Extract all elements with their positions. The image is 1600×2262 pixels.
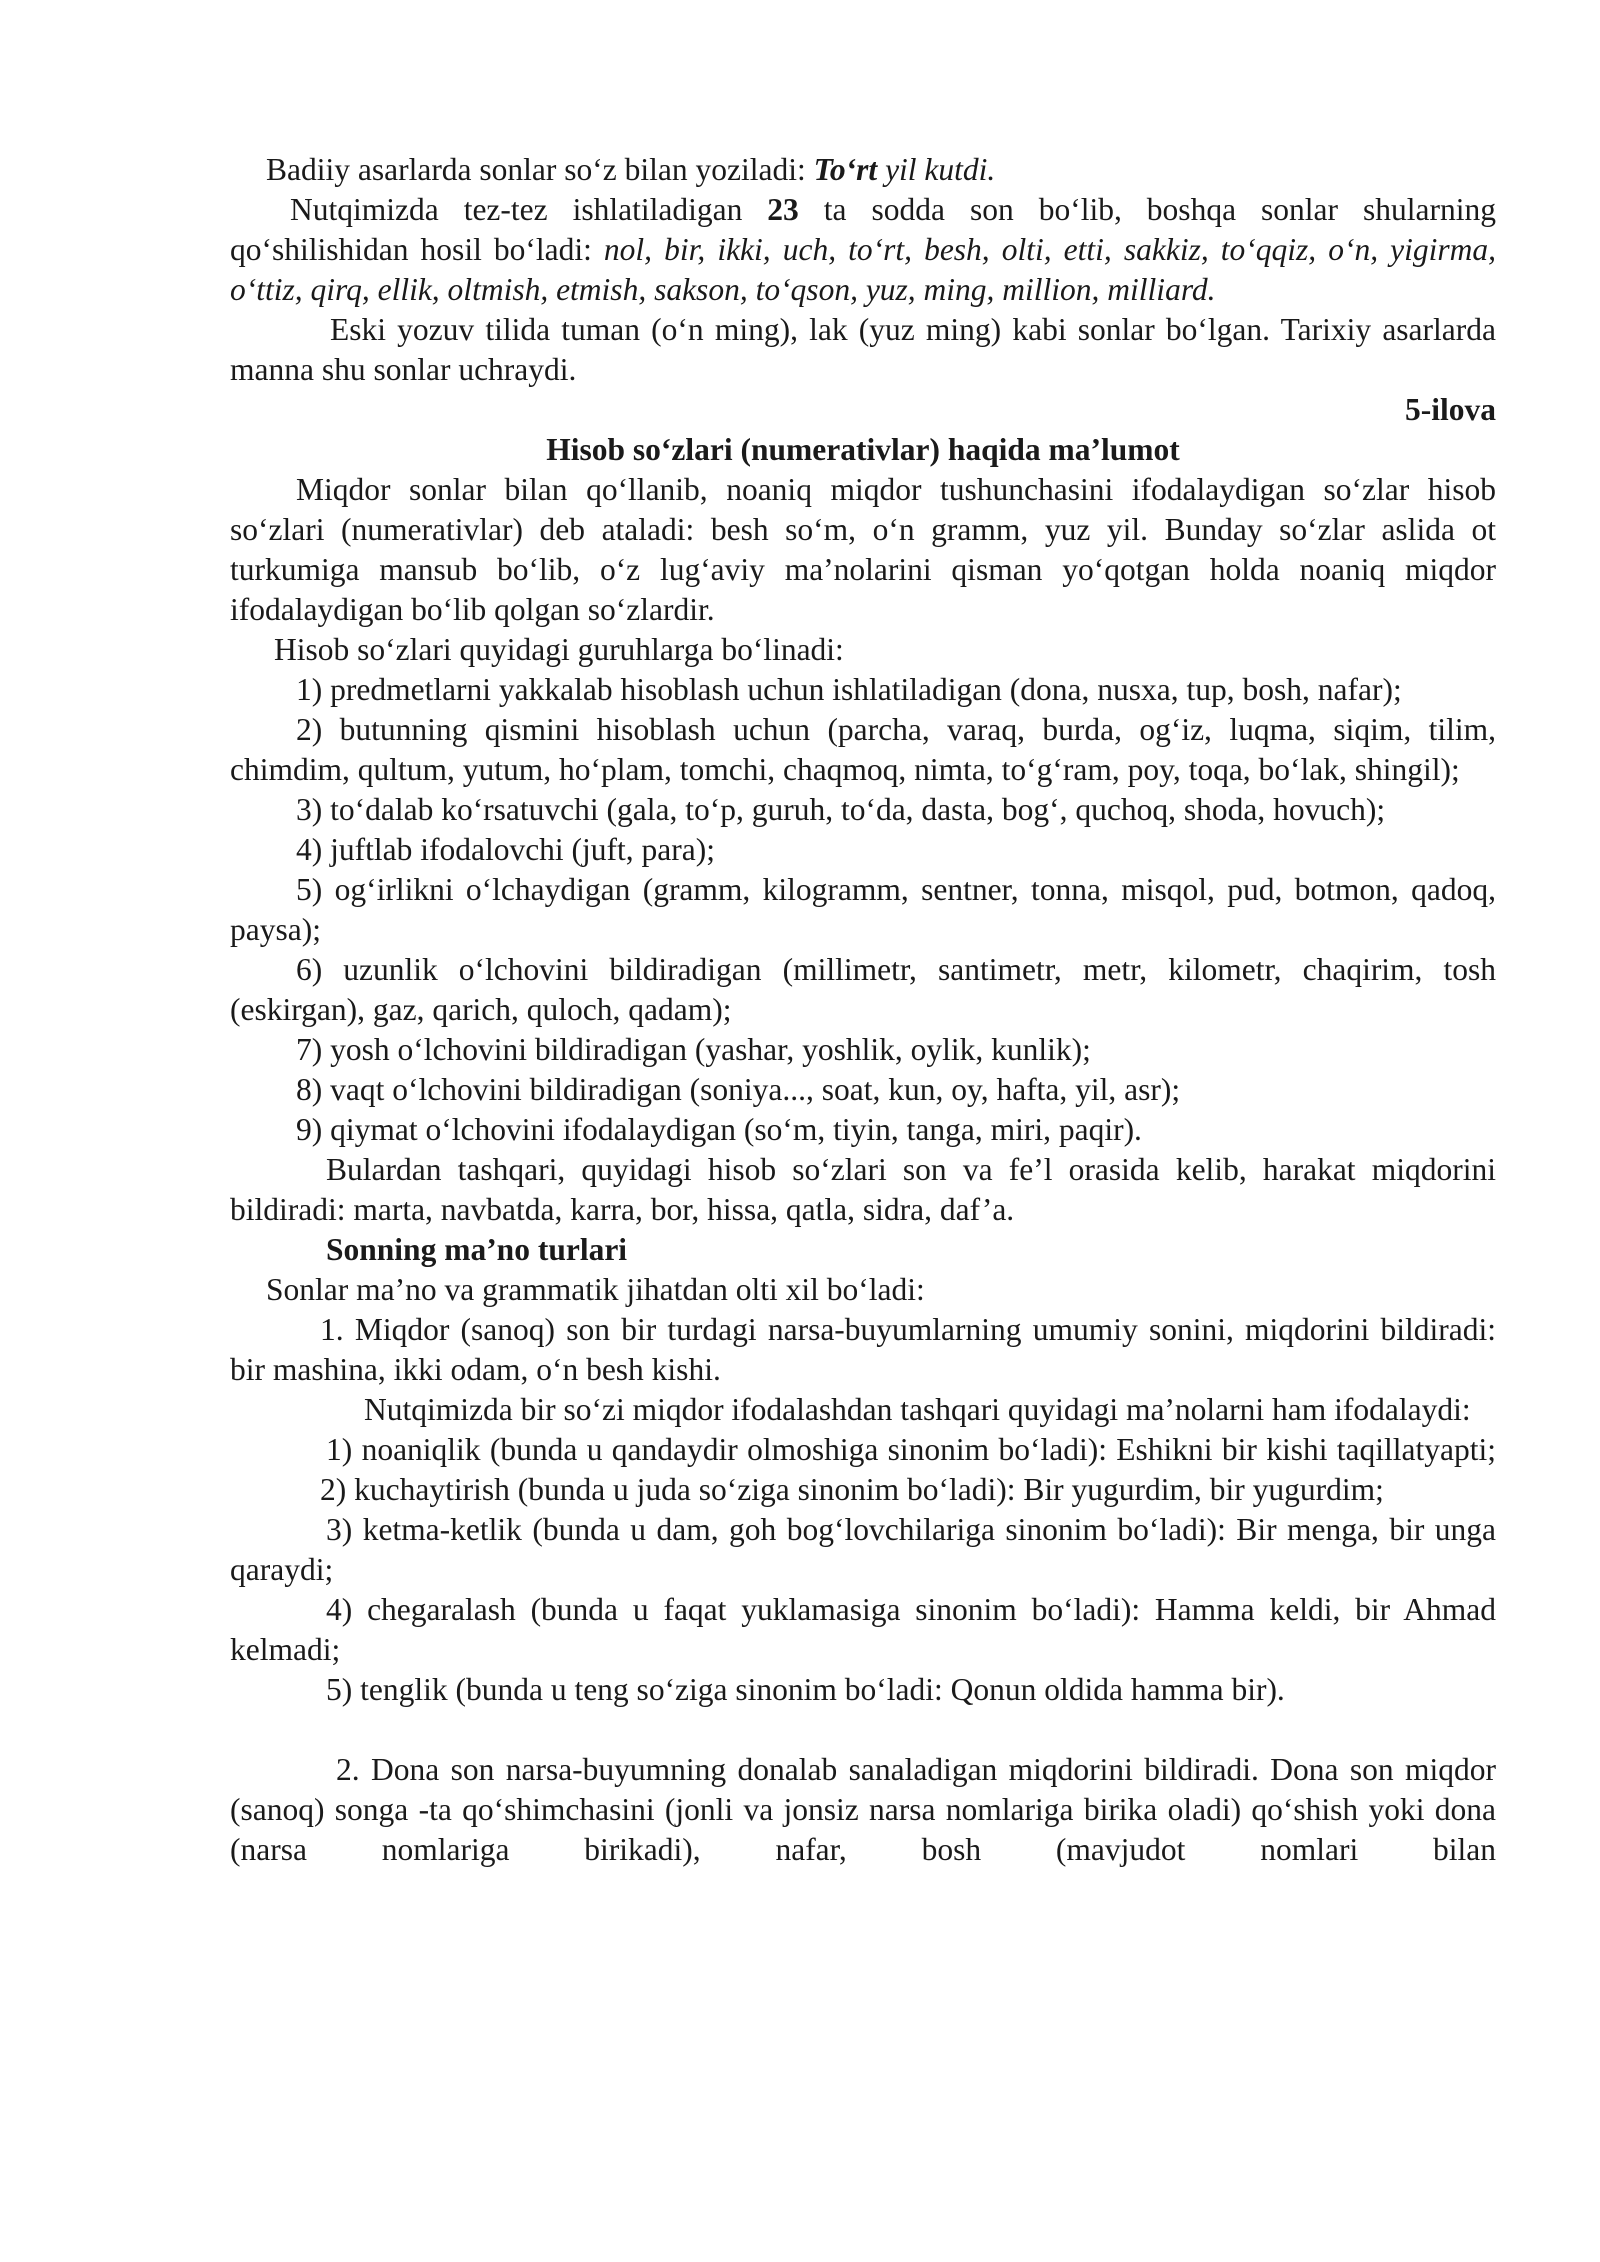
paragraph-six-types: Sonlar ma’no va grammatik jihatdan olti xil bo‘ladi: <box>266 1272 925 1307</box>
group-item: 7) yosh o‘lchovini bildiradigan (yashar, yoshlik, oylik, kunlik); <box>296 1032 1091 1067</box>
meaning-item-2: 2) kuchaytirish (bunda u juda so‘ziga sinonim bo‘ladi): Bir yugurdim, bir yugurdim; <box>320 1472 1384 1507</box>
paragraph-simple-numbers <box>230 190 1496 310</box>
paragraph-unit-number: 2. Dona son narsa-buyumning donalab sanaladigan miqdorini bildiradi. Dona son miqdor (sanoq) songa -ta qo‘shimchasini (jonli va jonsiz narsa nomlariga birika oladi) qo‘shish yoki dona (narsa nomlariga birikadi), nafar, bosh (mavjudot nomlari bilan <box>230 1752 1496 1867</box>
text: Badiiy asarlarda sonlar so‘z bilan yoziladi: <box>266 152 814 187</box>
heading-numeratives: Hisob so‘zlari (numerativlar) haqida ma’lumot <box>546 432 1180 467</box>
paragraph-groups-intro: Hisob so‘zlari quyidagi guruhlarga bo‘linadi: <box>274 632 844 667</box>
example-italic: yil kutdi. <box>877 152 996 187</box>
heading-meaning-types: Sonning ma’no turlari <box>326 1232 628 1267</box>
paragraph-bir-meanings: Nutqimizda bir so‘zi miqdor ifodalashdan tashqari quyidagi ma’nolarni ham ifodalaydi: <box>364 1392 1471 1427</box>
paragraph-old-script: Eski yozuv tilida tuman (o‘n ming), lak (yuz ming) kabi sonlar bo‘lgan. Tarixiy asarlarda manna shu sonlar uchraydi. <box>230 312 1496 387</box>
paragraph-quantity-number: 1. Miqdor (sanoq) son bir turdagi narsa-buyumlarning umumiy sonini, miqdorini bildiradi: bir mashina, ikki odam, o‘n besh kishi. <box>230 1312 1496 1387</box>
meaning-item-1: 1) noaniqlik (bunda u qandaydir olmoshiga sinonim bo‘ladi): Eshikni bir kishi taqillatyapti; <box>326 1432 1496 1467</box>
meaning-item <box>230 1430 1496 1510</box>
group-item: 8) vaqt o‘lchovini bildiradigan (soniya..., soat, kun, oy, hafta, yil, asr); <box>296 1072 1181 1107</box>
text: Nutqimizda tez-tez ishlatiladigan <box>290 192 768 227</box>
group-item: 5) og‘irlikni o‘lchaydigan (gramm, kilogramm, sentner, tonna, misqol, pud, botmon, qadoq, paysa); <box>230 872 1496 947</box>
group-item: 9) qiymat o‘lchovini ifodalaydigan (so‘m, tiyin, tanga, miri, paqir). <box>296 1112 1142 1147</box>
document-page <box>230 150 1496 1870</box>
paragraph-action-count: Bulardan tashqari, quyidagi hisob so‘zlari son va fe’l orasida kelib, harakat miqdorini bildiradi: marta, navbatda, karra, bor, hissa, qatla, sidra, daf’a. <box>230 1152 1496 1227</box>
group-item: 1) predmetlarni yakkalab hisoblash uchun ishlatiladigan (dona, nusxa, tup, bosh, nafar); <box>296 672 1402 707</box>
number-list: nol, bir, ikki, uch, to‘rt, besh, olti, etti, sakkiz, to‘qqiz, o‘n, yigirma, o‘ttiz, qirq, ellik, oltmish, etmish, sakson, to‘qson, yuz, ming, million, milliard. <box>230 232 1496 307</box>
count-bold: 23 <box>767 192 799 227</box>
paragraph-intro <box>230 150 1496 190</box>
paragraph-numeratives: Miqdor sonlar bilan qo‘llanib, noaniq miqdor tushunchasini ifodalaydigan so‘zlar hisob so‘zlari (numerativlar) deb ataladi: besh so‘m, o‘n gramm, yuz yil. Bunday so‘zlar aslida ot turkumiga mansub bo‘lib, o‘z lug‘aviy ma’nolarini qisman yo‘qotgan holda noaniq miqdor ifodalaydigan bo‘lib qolgan so‘zlardir. <box>230 472 1496 627</box>
group-item: 4) juftlab ifodalovchi (juft, para); <box>296 832 715 867</box>
group-item: 2) butunning qismini hisoblash uchun (parcha, varaq, burda, og‘iz, luqma, siqim, tilim, chimdim, qultum, yutum, ho‘plam, tomchi, chaqmoq, nimta, to‘g‘ram, poy, toqa, bo‘lak, shingil); <box>230 712 1496 787</box>
group-item: 3) to‘dalab ko‘rsatuvchi (gala, to‘p, guruh, to‘da, dasta, bog‘, quchoq, shoda, hovuch); <box>296 792 1386 827</box>
group-item: 6) uzunlik o‘lchovini bildiradigan (millimetr, santimetr, metr, kilometr, chaqirim, tosh (eskirgan), gaz, qarich, quloch, qadam); <box>230 952 1496 1027</box>
meaning-item: 3) ketma-ketlik (bunda u dam, goh bog‘lovchilariga sinonim bo‘ladi): Bir menga, bir unga qaraydi; <box>230 1512 1496 1587</box>
text: ta sodda son bo‘lib, boshqa sonlar shularning qo‘shilishidan hosil bo‘ladi: <box>230 192 1496 267</box>
meaning-item: 5) tenglik (bunda u teng so‘ziga sinonim bo‘ladi: Qonun oldida hamma bir). <box>326 1672 1285 1707</box>
appendix-label: 5-ilova <box>1405 392 1496 427</box>
meaning-item: 4) chegaralash (bunda u faqat yuklamasiga sinonim bo‘ladi): Hamma keldi, bir Ahmad kelmadi; <box>230 1592 1496 1667</box>
example-bold: To‘rt <box>813 152 878 187</box>
